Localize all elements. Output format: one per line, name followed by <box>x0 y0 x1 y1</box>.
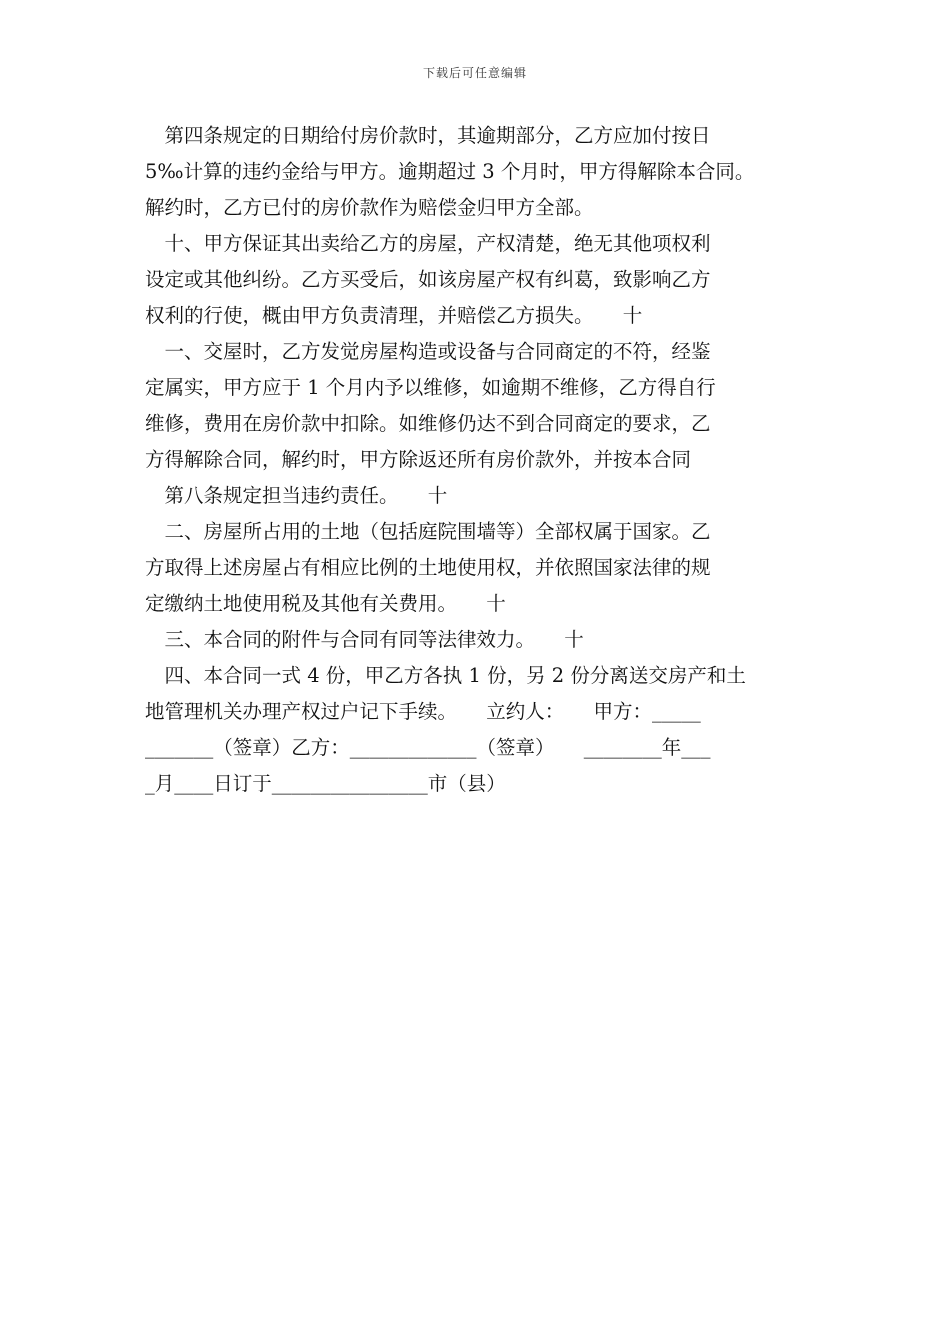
text-line: 第八条规定担当违约责任。 十 <box>145 484 448 507</box>
text-line: 维修，费用在房价款中扣除。如维修仍达不到合同商定的要求，乙 <box>145 412 711 435</box>
text-line: 定属实，甲方应于 1 个月内予以维修，如逾期不维修，乙方得自行 <box>145 376 716 399</box>
text-line: 权利的行使，概由甲方负责清理，并赔偿乙方损失。 十 <box>145 304 643 327</box>
contract-body <box>145 118 815 802</box>
text-line: 四、本合同一式 4 份，甲乙方各执 1 份，另 2 份分离送交房产和土 <box>145 664 746 687</box>
text-line: 设定或其他纠纷。乙方买受后，如该房屋产权有纠葛，致影响乙方 <box>145 268 711 291</box>
text-line: 二、房屋所占用的土地（包括庭院围墙等）全部权属于国家。乙 <box>145 520 711 543</box>
signature-line: _______（签章）乙方：_____________（签章） ________年___ <box>145 736 711 759</box>
text-line: 5‰计算的违约金给与甲方。逾期超过 3 个月时，甲方得解除本合同。 <box>145 160 755 183</box>
text-line: 十、甲方保证其出卖给乙方的房屋，产权清楚，绝无其他项权利 <box>145 232 711 255</box>
page-header: 下载后可任意编辑 <box>422 66 527 80</box>
text-line: 定缴纳土地使用税及其他有关费用。 十 <box>145 592 506 615</box>
text-line: 三、本合同的附件与合同有同等法律效力。 十 <box>145 628 584 651</box>
text-line: 一、交屋时，乙方发觉房屋构造或设备与合同商定的不符，经鉴 <box>145 340 711 363</box>
signature-line: 地管理机关办理产权过户记下手续。 立约人： 甲方：_____ <box>145 700 701 723</box>
text-line: 方得解除合同，解约时，甲方除返还所有房价款外，并按本合同 <box>145 448 692 471</box>
date-place-line: _月____日订于________________市（县） <box>145 772 506 795</box>
text-line: 方取得上述房屋占有相应比例的土地使用权，并依照国家法律的规 <box>145 556 711 579</box>
text-line: 解约时，乙方已付的房价款作为赔偿金归甲方全部。 <box>145 196 594 219</box>
text-line: 第四条规定的日期给付房价款时，其逾期部分，乙方应加付按日 <box>145 124 711 147</box>
